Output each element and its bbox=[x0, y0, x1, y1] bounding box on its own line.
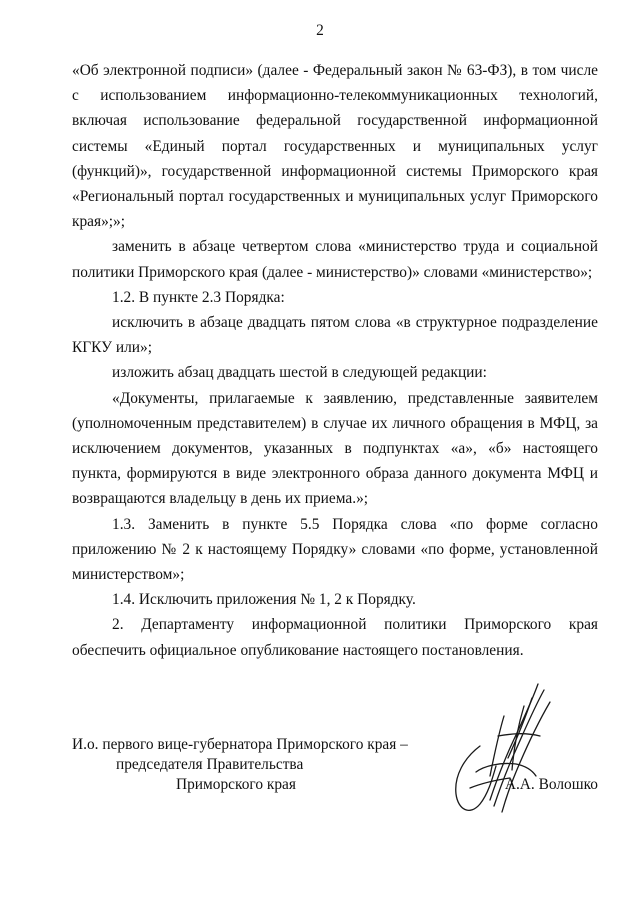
paragraph-continuation: «Об электронной подписи» (далее - Федеральный закон № 63-ФЗ), в том числе с использованием информационно-телекоммуникационных технологий, включая использование федеральной государственной информационной системы «Единый портал государственных и муниципальных услуг (функций)», государственной информационной системы Приморского края «Региональный портал государственных и муниципальных услуг Приморского края»;»; bbox=[72, 62, 598, 231]
signatory-title-line-1: И.о. первого вице-губернатора Приморского края – bbox=[72, 736, 408, 753]
signatory-name: А.А. Волошко bbox=[504, 776, 598, 793]
signatory-title-line-3: Приморского края bbox=[176, 776, 296, 793]
paragraph-quoted-documents: «Документы, прилагаемые к заявлению, представленные заявителем (уполномоченным представителем) в случае их личного обращения в МФЦ, за исключением документов, указанных в подпунктах «а», «б» настоящего пункта, формируются в виде электронного образа данного документа МФЦ и возвращаются владельцу в день их приема.»; bbox=[72, 389, 598, 508]
paragraph-item-1-2: 1.2. В пункте 2.3 Порядка: bbox=[112, 288, 285, 306]
signatory-title bbox=[72, 735, 408, 795]
paragraph-state-26th: изложить абзац двадцать шестой в следующей редакции: bbox=[112, 364, 487, 382]
paragraph-exclude-25th: исключить в абзаце двадцать пятом слова «в структурное подразделение КГКУ или»; bbox=[72, 314, 598, 357]
page-number: 2 bbox=[316, 22, 324, 39]
signatory-title-line-2: председателя Правительства bbox=[116, 756, 304, 773]
paragraph-replace-fourth: заменить в абзаце четвертом слова «министерство труда и социальной политики Приморского края (далее - министерство)» словами «министерство»; bbox=[72, 238, 598, 281]
paragraph-item-1-3: 1.3. Заменить в пункте 5.5 Порядка слова «по форме согласно приложению № 2 к настоящему Порядку» словами «по форме, установленной министерством»; bbox=[72, 515, 598, 584]
paragraph-item-2: 2. Департаменту информационной политики Приморского края обеспечить официальное опубликование настоящего постановления. bbox=[72, 616, 598, 659]
paragraph-item-1-4: 1.4. Исключить приложения № 1, 2 к Порядку. bbox=[112, 591, 416, 609]
document-body bbox=[72, 58, 598, 663]
signature-block bbox=[72, 735, 598, 815]
